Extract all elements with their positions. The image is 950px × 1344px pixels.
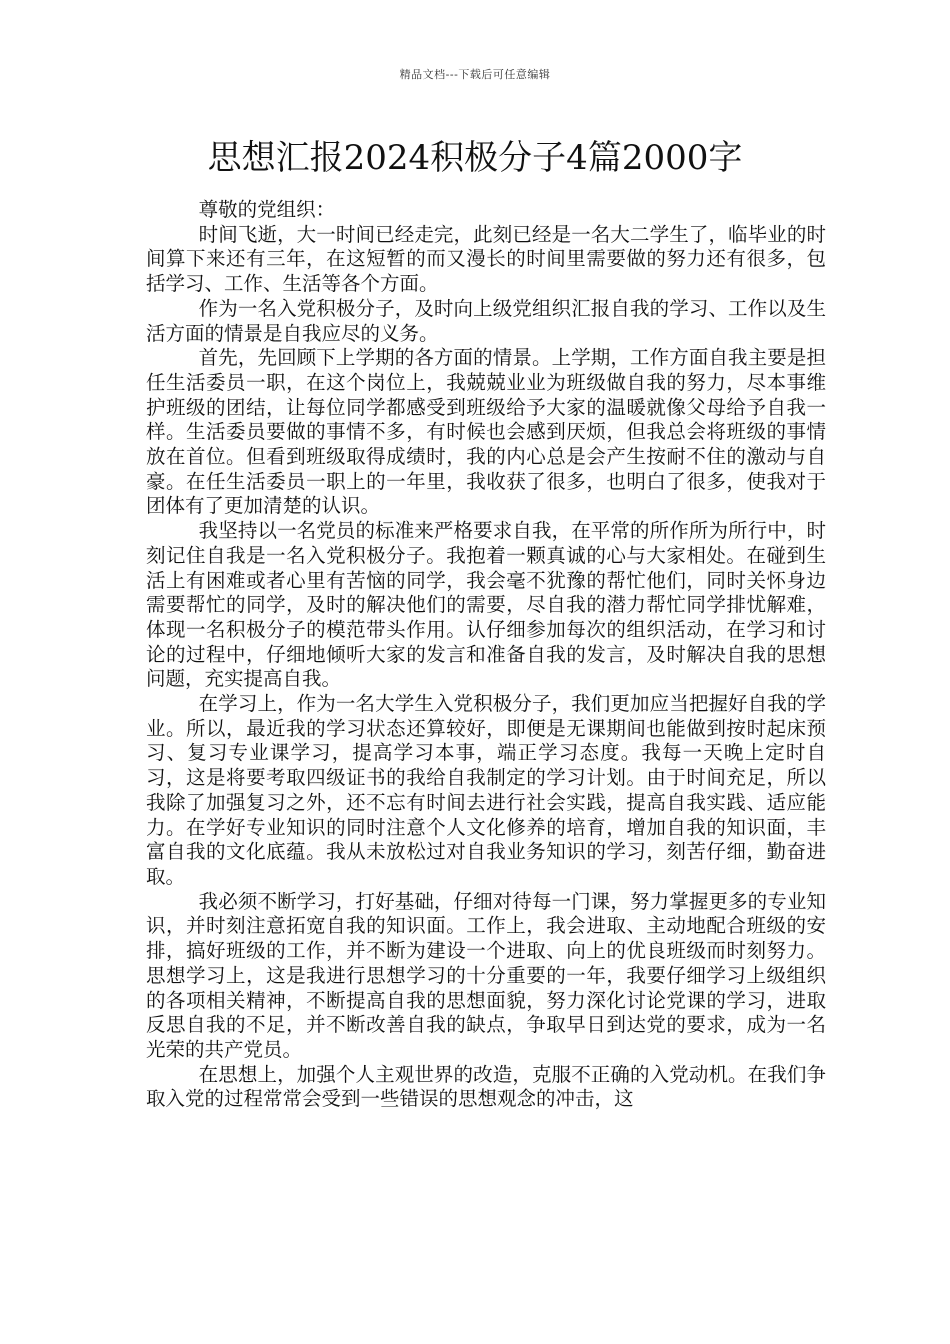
- paragraph: 我必须不断学习，打好基础，仔细对待每一门课，努力掌握更多的专业知识，并时刻注意拓宽自我的知识面。工作上，我会进取、主动地配合班级的安排，搞好班级的工作，并不断为建设一个进取、向上的优良班级而时刻努力。思想学习上，这是我进行思想学习的十分重要的一年，我要仔细学习上级组织的各项相关精神，不断提高自我的思想面貌，努力深化讨论党课的学习，进取反思自我的不足，并不断改善自我的缺点，争取早日到达党的要求，成为一名光荣的共产党员。: [146, 889, 826, 1061]
- salutation: 尊敬的党组织：: [198, 198, 336, 221]
- paragraph: 在学习上，作为一名大学生入党积极分子，我们更加应当把握好自我的学业。所以，最近我的学习状态还算较好，即便是无课期间也能做到按时起床预习、复习专业课学习，提高学习本事，端正学习态度。我每一天晚上定时自习，这是将要考取四级证书的我给自我制定的学习计划。由于时间充足，所以我除了加强复习之外，还不忘有时间去进行社会实践，提高自我实践、适应能力。在学好专业知识的同时注意个人文化修养的培育，增加自我的知识面，丰富自我的文化底蕴。我从未放松过对自我业务知识的学习，刻苦仔细，勤奋进取。: [146, 692, 826, 888]
- paragraph: 我坚持以一名党员的标准来严格要求自我，在平常的所作所为所行中，时刻记住自我是一名入党积极分子。我抱着一颗真诚的心与大家相处。在碰到生活上有困难或者心里有苦恼的同学，我会毫不犹豫的帮忙他们，同时关怀身边需要帮忙的同学，及时的解决他们的需要，尽自我的潜力帮忙同学排忧解难，体现一名积极分子的模范带头作用。认仔细参加每次的组织活动，在学习和讨论的过程中，仔细地倾听大家的发言和准备自我的发言，及时解决自我的思想问题，充实提高自我。: [146, 519, 826, 691]
- paragraph: 时间飞逝，大一时间已经走完，此刻已经是一名大二学生了，临毕业的时间算下来还有三年，在这短暂的而又漫长的时间里需要做的努力还有很多，包括学习、工作、生活等各个方面。: [146, 222, 826, 296]
- paragraph: 作为一名入党积极分子，及时向上级党组织汇报自我的学习、工作以及生活方面的情景是自我应尽的义务。: [146, 296, 826, 345]
- document-body: [146, 198, 826, 1112]
- document-title: 思想汇报2024积极分子4篇2000字: [207, 138, 743, 178]
- header-note: 精品文档---下载后可任意编辑: [399, 68, 551, 81]
- paragraph: 首先，先回顾下上学期的各方面的情景。上学期，工作方面自我主要是担任生活委员一职，在这个岗位上，我兢兢业业为班级做自我的努力，尽本事维护班级的团结，让每位同学都感受到班级给予大家的温暖就像父母给予自我一样。生活委员要做的事情不多，有时候也会感到厌烦，但我总会将班级的事情放在首位。但看到班级取得成绩时，我的内心总是会产生按耐不住的激动与自豪。在任生活委员一职上的一年里，我收获了很多，也明白了很多，使我对于团体有了更加清楚的认识。: [146, 346, 826, 518]
- paragraph: 在思想上，加强个人主观世界的改造，克服不正确的入党动机。在我们争取入党的过程常常会受到一些错误的思想观念的冲击，这: [146, 1062, 826, 1111]
